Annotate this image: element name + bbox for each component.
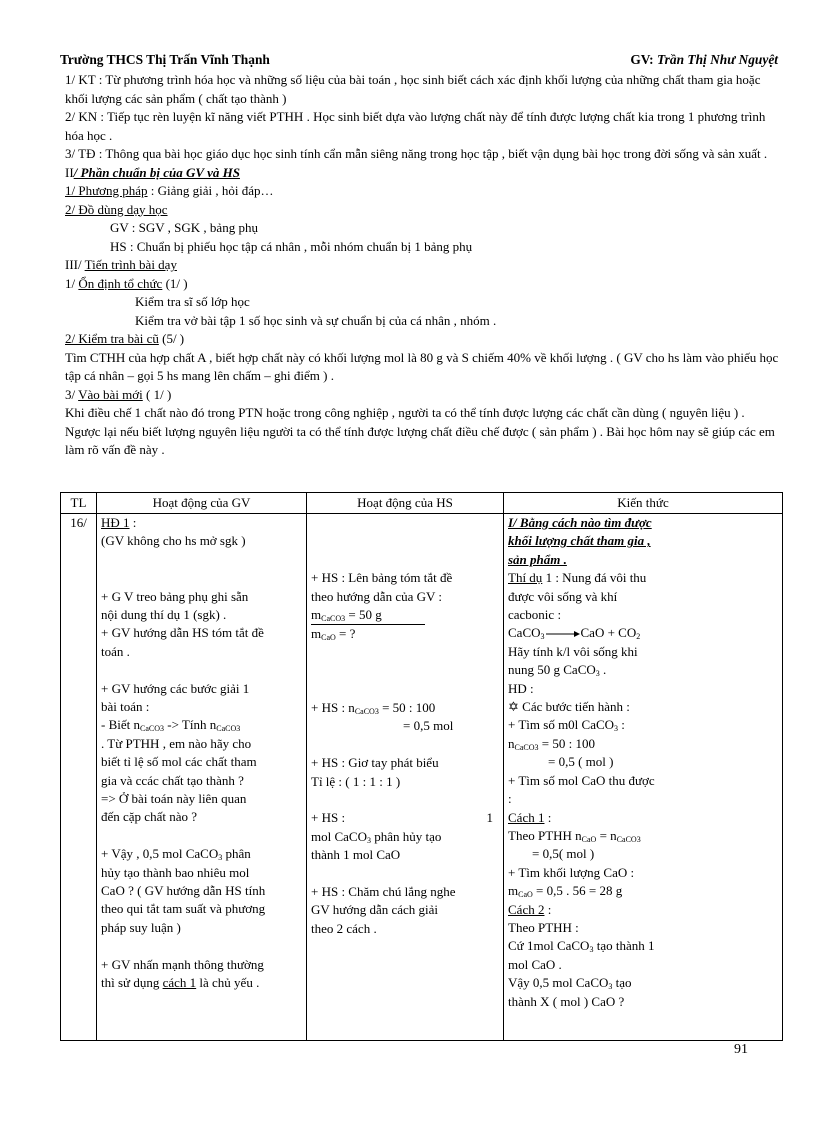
kt-text: : [544, 901, 552, 917]
kt-line: = 0,5 ( mol ) [548, 754, 614, 770]
kt-text: CaCO [508, 625, 541, 641]
kt-line: được vôi sống và khí [508, 588, 618, 604]
kt-line: thành X ( mol ) CaO ? [508, 993, 625, 1009]
prep-tools [60, 201, 782, 220]
kt-text: n [508, 735, 515, 751]
subscript: 2 [636, 632, 641, 642]
step-2 [60, 330, 782, 349]
subscript: 3 [366, 835, 371, 845]
objective-td [60, 145, 782, 164]
hs-text: phân hủy tạo [370, 828, 442, 844]
kt-line: cacbonic : [508, 607, 562, 623]
hs-line: + HS : Lên bảng tóm tắt đề [311, 570, 453, 586]
kt-line: + Tìm số mol CaO thu được [508, 772, 655, 788]
hs-text: m [311, 606, 322, 622]
prep-heading-text: / Phần chuẩn bị của GV và HS [73, 164, 240, 180]
kt-equation [508, 624, 778, 642]
gv-line: bài toán : [101, 699, 150, 715]
kt-line [508, 735, 778, 753]
process-heading [60, 256, 782, 275]
kt-label: 1/ KT [65, 72, 96, 87]
gv-line [101, 514, 302, 532]
subscript: 3 [540, 632, 545, 642]
kt-line [508, 974, 778, 992]
teacher-credit [630, 52, 778, 68]
kt-text: Theo PTHH n [508, 827, 582, 843]
hs-line [311, 699, 499, 717]
gv-line [101, 716, 302, 734]
hs-line: thành 1 mol CaO [311, 847, 401, 863]
gv-text: - Biết n [101, 717, 140, 733]
tools-label: 2/ Đồ dùng dạy học [65, 201, 168, 217]
kt-line [508, 661, 778, 679]
subscript: 3 [595, 669, 600, 679]
subscript: CaCO3 [140, 724, 164, 734]
hs-cell [307, 514, 504, 1041]
header-hs: Hoạt động của HS [307, 493, 504, 514]
td-label: 3/ TĐ [65, 146, 96, 161]
gv-line: (GV không cho hs mở sgk ) [101, 533, 246, 549]
prep-hs-line: HS : Chuẩn bị phiếu học tập cá nhân , mỗi nhóm chuẩn bị 1 bảng phụ [110, 238, 473, 254]
step-1-time: (1/ ) [162, 275, 188, 291]
kt-line [508, 716, 778, 734]
gv-text: thì sử dụng [101, 975, 163, 991]
gv-line: pháp suy luận ) [101, 919, 181, 935]
kn-text: : Tiếp tục rèn luyện kĩ năng viết PTHH . Học sinh biết dựa vào lượng chất này để tính được lượng chất kia trong 1 phương trình hóa học . [65, 109, 766, 143]
gv-line: toán . [101, 643, 130, 659]
gv-line: đến cặp chất nào ? [101, 809, 198, 825]
kt-heading: khối lượng chất tham gia , [508, 533, 651, 549]
hs-text: = 50 : 100 [378, 699, 436, 715]
kt-text: m [508, 883, 519, 899]
hs-line: theo 2 cách . [311, 920, 377, 936]
hs-line: + HS : Giơ tay phát biểu [311, 755, 439, 771]
step-2-label: 2/ Kiểm tra bài cũ [65, 331, 159, 346]
hs-line [311, 606, 425, 625]
kt-line: + Tìm khối lượng CaO : [508, 864, 635, 880]
prep-gv-line: GV : SGV , SGK , bảng phụ [110, 220, 258, 235]
tl-value: 16/ [70, 515, 87, 530]
hd-colon: : [129, 515, 137, 530]
kn-label: 2/ KN [65, 109, 98, 124]
kt-text: Vậy 0,5 mol CaCO [508, 975, 609, 991]
teacher-name: Trần Thị Như Nguyệt [657, 52, 778, 67]
gv-line: CaO ? ( GV hướng dẫn HS tính [101, 883, 266, 899]
td-text: : Thông qua bài học giáo dục học sinh tính cẩn mẫn siêng năng trong học tập , biết vận dụng bài học trong đời sống và sản xuất . [95, 146, 768, 161]
kt-text: = n [596, 827, 617, 843]
process-heading-text: Tiến trình bài dạy [84, 257, 177, 272]
gv-line [101, 845, 302, 863]
kt-heading: sản phẩm . [508, 551, 567, 567]
kt-text: 1 : Nung đá vôi thu [542, 570, 647, 586]
gv-method-ref: cách 1 [162, 975, 197, 991]
kt-text: : [544, 809, 552, 825]
hs-text: = 50 g [345, 606, 382, 622]
kt-text: : [618, 717, 625, 733]
subscript: CaCO3 [321, 613, 346, 623]
header-kt: Kiến thức [504, 493, 783, 514]
kt-line: Theo PTHH : [508, 919, 579, 935]
prep-heading [60, 164, 782, 183]
gv-line: hủy tạo thành bao nhiêu mol [101, 864, 250, 880]
gv-line: . Từ PTHH , em nào hãy cho [101, 735, 252, 751]
step-1-prefix: 1/ [65, 275, 79, 291]
hs-line: Tỉ lệ : ( 1 : 1 : 1 ) [311, 773, 401, 789]
kt-text: nung 50 g CaCO [508, 662, 596, 678]
kt-line [508, 809, 778, 827]
table-header-row [61, 493, 783, 514]
process-heading-prefix: III/ [65, 257, 85, 272]
objective-kn [60, 108, 782, 145]
step-1-label: Ổn định tổ chức [78, 275, 163, 291]
page-number: 91 [734, 1042, 748, 1057]
hs-line: GV hướng dẫn cách giải [311, 902, 439, 918]
kt-text: Cứ 1mol CaCO [508, 938, 590, 954]
gv-line: + GV hướng dẫn HS tóm tắt đề [101, 625, 264, 641]
gv-cell [97, 514, 307, 1041]
hs-line [311, 625, 499, 643]
hs-text: mol CaCO [311, 828, 367, 844]
kt-line: : [508, 791, 512, 807]
kt-text: tạo thành 1 [593, 938, 655, 954]
hs-line: = 0,5 mol [403, 718, 454, 734]
tl-cell [61, 514, 97, 1041]
subscript: CaCO3 [514, 742, 539, 752]
kt-line: Hãy tính k/l vôi sống khi [508, 643, 638, 659]
header-tl: TL [61, 493, 97, 514]
subscript: 3 [589, 945, 594, 955]
step-2-time: (5/ ) [158, 331, 185, 346]
subscript: CaCO3 [616, 834, 641, 844]
lesson-intro [60, 71, 782, 460]
step-1-line-1: Kiểm tra sĩ số lớp học [135, 294, 250, 309]
step-3-label: Vào bài mới [78, 386, 143, 402]
hs-line [311, 828, 499, 846]
step-3-text: Khi điều chế 1 chất nào đó trong PTN hoặc trong công nghiệp , người ta có thể tính được lượng các chất cần dùng ( nguyên liệu ) . Ngược lại nếu biết lượng nguyên liệu người ta có thể tính được lượng chất điều chế được ( sản phẩm ) . Bài học hôm nay sẽ giúp các em làm rõ vấn đề này . [65, 405, 775, 457]
gv-text: là chủ yếu . [196, 975, 260, 991]
hs-text: + HS : [311, 810, 346, 826]
hs-text: = ? [335, 626, 356, 642]
hs-line [311, 809, 499, 827]
lesson-activity-table [60, 492, 783, 1041]
hs-text: m [311, 626, 322, 642]
method-1-label: Cách 1 [508, 809, 545, 825]
gv-line: => Ở bài toán này liên quan [101, 791, 247, 807]
subscript: CaO [321, 633, 336, 643]
gv-line: biết tỉ lệ số mol các chất tham [101, 754, 257, 770]
subscript: 3 [218, 853, 223, 863]
gv-text: phân [222, 846, 251, 862]
kt-line [508, 937, 778, 955]
kt-line: = 0,5( mol ) [532, 846, 595, 862]
gv-line [101, 974, 302, 992]
kt-line [508, 901, 778, 919]
kt-line: mol CaO . [508, 956, 562, 972]
subscript: CaO [518, 890, 533, 900]
gv-label: GV: [630, 52, 657, 67]
step-3-prefix: 3/ [65, 386, 79, 402]
kt-text: CaO + CO [580, 625, 637, 641]
kt-line [508, 827, 778, 845]
step-1 [60, 275, 782, 294]
subscript: CaO [581, 834, 597, 844]
prep-heading-prefix: II [65, 164, 74, 180]
gv-line: + GV hướng các bước giải 1 [101, 680, 250, 696]
step-2-text: Tìm CTHH của hợp chất A , biết hợp chất này có khối lượng mol là 80 g và S chiếm 40% về khối lượng . ( GV cho hs làm vào phiếu học tập cá nhân – gọi 5 hs mang lên chấm – ghi điểm ) . [65, 349, 779, 383]
gv-text: + Vậy , 0,5 mol CaCO [101, 846, 219, 862]
hs-line: theo hướng dẫn của GV : [311, 588, 443, 604]
step-3 [60, 386, 782, 405]
page-header [60, 52, 778, 70]
kt-line: HD : [508, 680, 534, 696]
reaction-arrow-icon [545, 629, 581, 639]
example-label: Thí dụ [508, 570, 543, 586]
kt-line [508, 569, 778, 587]
kt-cell [504, 514, 783, 1041]
subscript: CaCO3 [354, 706, 379, 716]
kt-text: tạo [612, 975, 632, 991]
method-label: 1/ Phương pháp [65, 183, 148, 198]
gv-line: + GV nhấn mạnh thông thường [101, 956, 264, 972]
subscript: 3 [608, 982, 613, 992]
gv-line: nội dung thí dụ 1 (sgk) . [101, 607, 227, 622]
gv-text: -> Tính n [164, 717, 217, 733]
prep-method [60, 182, 782, 201]
header-gv: Hoạt động của GV [97, 493, 307, 514]
kt-text: . [599, 662, 607, 678]
kt-text: + Tìm số m0l CaCO [508, 717, 615, 733]
gv-line: + G V treo bảng phụ ghi sẵn [101, 588, 249, 604]
objective-kt [60, 71, 782, 108]
method-2-label: Cách 2 [508, 901, 545, 917]
hs-line: + HS : Chăm chú lắng nghe [311, 883, 456, 899]
gv-line: gia và ccác chất tạo thành ? [101, 772, 244, 788]
subscript: 3 [614, 724, 619, 734]
kt-text: = 0,5 . 56 = 28 g [532, 883, 623, 899]
kt-heading: I/ Bằng cách nào tìm được [508, 515, 652, 530]
gv-line: theo qui tắt tam suất và phương [101, 901, 266, 917]
kt-text: : Từ phương trình hóa học và những số liệu của bài toán , học sinh biết cách xác định khối lượng của những chất tham gia hoặc khối lượng các sản phẩm ( chất tạo thành ) [65, 72, 761, 106]
hs-text: 1 [486, 810, 493, 826]
subscript: CaCO3 [216, 724, 241, 734]
school-name: Trường THCS Thị Trấn Vĩnh Thạnh [60, 52, 270, 67]
kt-line: ✡ Các bước tiến hành : [508, 699, 630, 715]
step-1-line-2: Kiểm tra vở bài tập 1 số học sinh và sự chuẩn bị của cá nhân , nhóm . [135, 312, 497, 328]
kt-text: = 50 : 100 [538, 735, 595, 751]
step-3-time: ( 1/ ) [142, 386, 172, 402]
hs-text: + HS : n [311, 699, 355, 715]
hd-label: HĐ 1 [101, 515, 130, 530]
table-row [61, 514, 783, 1041]
kt-line [508, 882, 778, 900]
method-text: : Giảng giải , hỏi đáp… [147, 183, 274, 198]
